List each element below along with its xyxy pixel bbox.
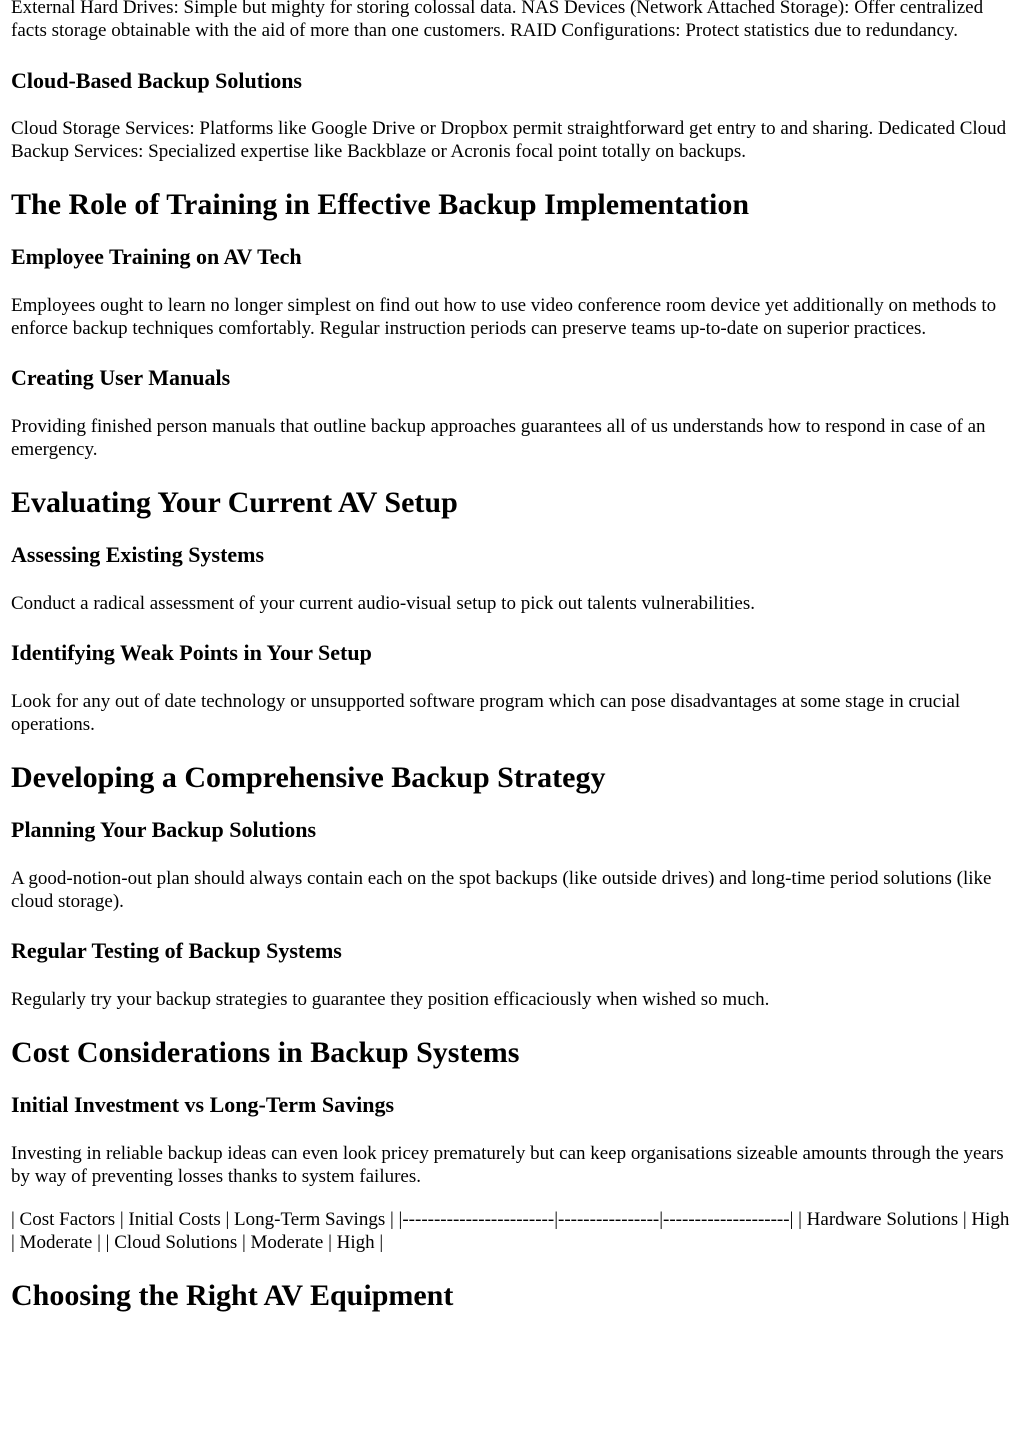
cost-table-text: | Cost Factors | Initial Costs | Long-Term Savings | |------------------------|----------------|--------------------| | Hardware Solutions | High | Moderate | | Cloud Solutions | Moderate | High | [11, 1209, 1010, 1253]
heading-choosing: Choosing the Right AV Equipment [11, 1279, 454, 1312]
heading-cost: Cost Considerations in Backup Systems [11, 1036, 520, 1069]
cloud-paragraph: Cloud Storage Services: Platforms like Google Drive or Dropbox permit straightforward get entry to and sharing. Dedicated Cloud Backup Services: Specialized expertise like Backblaze or Acronis focal point totally on backups. [11, 118, 1007, 162]
heading-evaluating: Evaluating Your Current AV Setup [11, 486, 458, 519]
intro-paragraph: External Hard Drives: Simple but mighty for storing colossal data. NAS Devices (Network Attached Storage): Offer centralized facts storage obtainable with the aid of more than one customers. RAID Configurations: Protect statistics due to redundancy. [11, 0, 984, 41]
heading-testing: Regular Testing of Backup Systems [11, 938, 342, 963]
investment-paragraph: Investing in reliable backup ideas can even look pricey prematurely but can keep organisations sizeable amounts through the years by way of preventing losses thanks to system failures. [11, 1143, 1004, 1187]
heading-training: The Role of Training in Effective Backup Implementation [11, 188, 750, 221]
assessing-paragraph: Conduct a radical assessment of your current audio-visual setup to pick out talents vulnerabilities. [11, 593, 755, 614]
heading-user-manuals: Creating User Manuals [11, 365, 231, 390]
planning-paragraph: A good-notion-out plan should always contain each on the spot backups (like outside drives) and long-time period solutions (like cloud storage). [11, 868, 992, 912]
manuals-paragraph: Providing finished person manuals that outline backup approaches guarantees all of us understands how to respond in case of an emergency. [11, 416, 986, 460]
heading-cloud-backup: Cloud-Based Backup Solutions [11, 68, 302, 93]
heading-developing: Developing a Comprehensive Backup Strategy [11, 761, 606, 794]
weak-paragraph: Look for any out of date technology or unsupported software program which can pose disadvantages at some stage in crucial operations. [11, 691, 961, 735]
heading-investment: Initial Investment vs Long-Term Savings [11, 1092, 395, 1117]
heading-employee-training: Employee Training on AV Tech [11, 244, 302, 269]
heading-planning: Planning Your Backup Solutions [11, 817, 317, 842]
heading-assessing: Assessing Existing Systems [11, 542, 265, 567]
heading-weak-points: Identifying Weak Points in Your Setup [11, 640, 372, 665]
employee-paragraph: Employees ought to learn no longer simplest on find out how to use video conference room device yet additionally on methods to enforce backup techniques comfortably. Regular instruction periods can preserve teams up-to-date on superior practices. [11, 295, 997, 339]
testing-paragraph: Regularly try your backup strategies to guarantee they position efficaciously when wished so much. [11, 989, 770, 1010]
